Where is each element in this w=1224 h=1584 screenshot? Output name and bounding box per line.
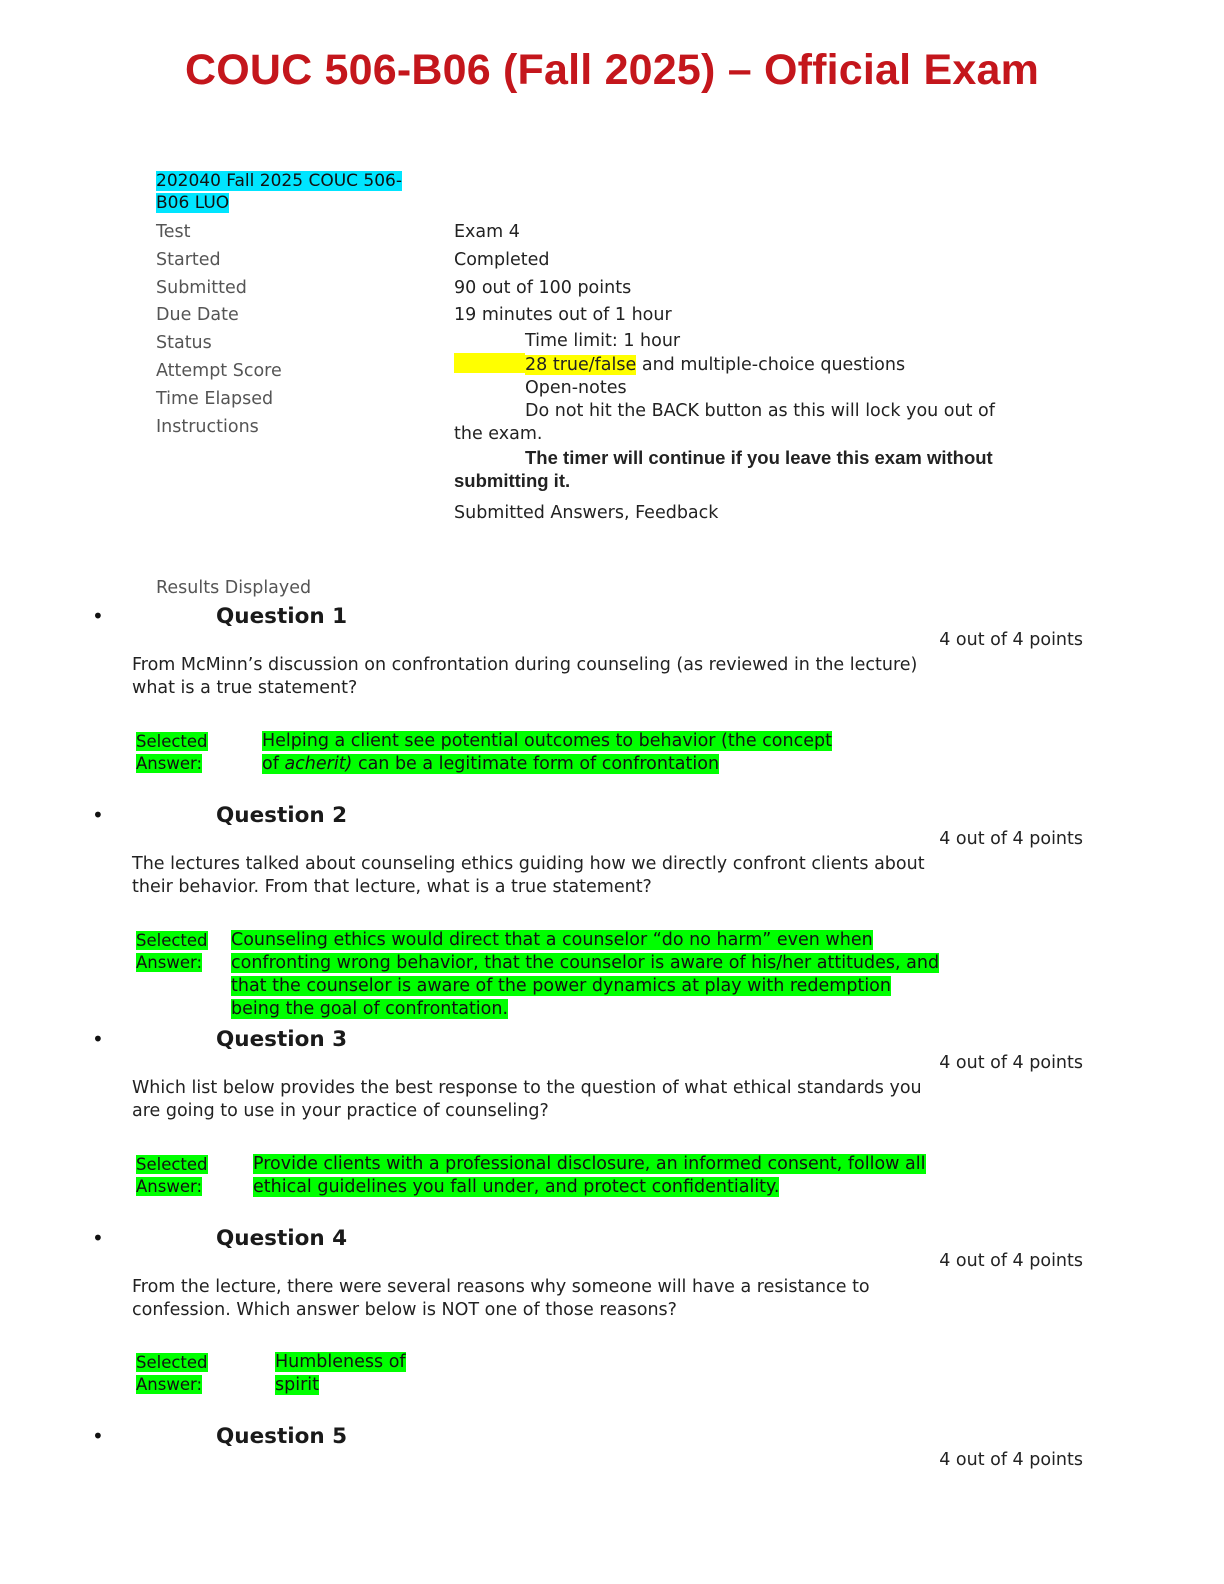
question-4-points: 4 out of 4 points: [939, 1251, 1083, 1271]
question-3-title: Question 3: [216, 1027, 348, 1052]
q1-ans-part-b: acherit): [284, 754, 353, 774]
selected-label-line-2: Answer:: [136, 1374, 203, 1394]
selected-label-line-1: Selected: [136, 1353, 208, 1372]
question-1-answer: [262, 730, 832, 776]
question-2-answer-line-4: being the goal of confrontation.: [231, 999, 509, 1019]
question-3-points: 4 out of 4 points: [939, 1053, 1083, 1073]
question-2-points: 4 out of 4 points: [939, 829, 1083, 849]
question-3-answer-line-2: ethical guidelines you fall under, and protect confidentiality.: [253, 1177, 780, 1197]
selected-label-line-2: Answer:: [136, 952, 203, 972]
instr-timer-line-1: The timer will continue if you leave this exam without: [525, 447, 993, 469]
question-2-selected-label: [136, 930, 208, 973]
question-5-points: 4 out of 4 points: [939, 1450, 1083, 1470]
value-submitted: 90 out of 100 points: [454, 277, 632, 298]
question-1-answer-line-1: Helping a client see potential outcomes to behavior (the concept: [262, 731, 832, 751]
course-name-line-2: B06 LUO: [156, 193, 230, 213]
instructions-block: [454, 330, 1074, 492]
question-3-answer: [253, 1153, 926, 1199]
question-1-answer-line-2: [262, 754, 719, 774]
page-title: COUC 506-B06 (Fall 2025) – Official Exam: [184, 46, 1040, 94]
question-1-points: 4 out of 4 points: [939, 630, 1083, 650]
selected-label-line-1: Selected: [136, 931, 208, 950]
question-2-answer-line-2: confronting wrong behavior, that the counselor is aware of his/her attitudes, and: [231, 953, 940, 973]
bullet-icon: •: [92, 1226, 104, 1250]
instr-open-notes: Open-notes: [525, 378, 627, 399]
instr-questions: [454, 353, 1074, 377]
question-2-answer: [231, 929, 939, 1021]
label-started: Started: [156, 249, 221, 270]
question-4-selected-label: [136, 1352, 208, 1395]
bullet-icon: •: [92, 604, 104, 628]
label-time-elapsed: Time Elapsed: [156, 388, 274, 409]
question-4-answer-line-1: Humbleness of: [275, 1352, 406, 1372]
question-3-text-line-1: Which list below provides the best response to the question of what ethical standards you: [132, 1078, 922, 1098]
question-5-title: Question 5: [216, 1424, 348, 1449]
question-4-text: [132, 1276, 1032, 1322]
question-3-text: [132, 1077, 1032, 1123]
question-3-selected-label: [136, 1154, 208, 1197]
bullet-icon: •: [92, 1424, 104, 1448]
info-labels: [156, 219, 282, 441]
question-2-text-line-1: The lectures talked about counseling ethics guiding how we directly confront clients about: [132, 854, 925, 874]
q1-ans-part-c: can be a legitimate form of confrontation: [352, 754, 720, 774]
results-displayed-label: Results Displayed: [156, 578, 312, 598]
submitted-answers-value: Submitted Answers, Feedback: [454, 503, 719, 524]
instr-questions-highlight: 28 true/false: [525, 355, 637, 376]
label-status: Status: [156, 333, 212, 354]
question-2-text: [132, 853, 1032, 899]
q1-ans-part-a: of: [262, 754, 285, 774]
label-instructions: Instructions: [156, 416, 259, 437]
selected-label-line-2: Answer:: [136, 1176, 203, 1196]
value-started: Completed: [454, 249, 550, 270]
question-3-text-line-2: are going to use in your practice of counseling?: [132, 1101, 549, 1121]
question-1-text-line-2: what is a true statement?: [132, 678, 358, 698]
selected-label-line-1: Selected: [136, 1155, 208, 1174]
question-3-answer-line-1: Provide clients with a professional disclosure, an informed consent, follow all: [253, 1154, 926, 1174]
question-2-title: Question 2: [216, 803, 348, 828]
question-1-text-line-1: From McMinn’s discussion on confrontation during counseling (as reviewed in the lecture): [132, 655, 918, 675]
question-4-title: Question 4: [216, 1226, 348, 1251]
question-2-answer-line-3: that the counselor is aware of the power dynamics at play with redemption: [231, 976, 891, 996]
question-4-answer: [275, 1351, 406, 1397]
question-1-text: [132, 654, 1032, 700]
course-name-line-1: 202040 Fall 2025 COUC 506-: [156, 171, 403, 191]
question-1-selected-label: [136, 731, 208, 774]
bullet-icon: •: [92, 803, 104, 827]
instr-time-limit: Time limit: 1 hour: [525, 331, 681, 352]
instr-back-line-1: Do not hit the BACK button as this will lock you out of: [525, 401, 995, 422]
question-2-text-line-2: their behavior. From that lecture, what is a true statement?: [132, 877, 652, 897]
question-1-title: Question 1: [216, 604, 348, 629]
label-test: Test: [156, 222, 191, 242]
label-attempt-score: Attempt Score: [156, 360, 282, 381]
instr-back-line-2: the exam.: [454, 424, 543, 445]
selected-label-line-1: Selected: [136, 732, 208, 751]
question-2-answer-line-1: Counseling ethics would direct that a counselor “do no harm” even when: [231, 930, 873, 950]
info-values: [454, 219, 1074, 528]
label-submitted: Submitted: [156, 277, 247, 298]
question-4-text-line-2: confession. Which answer below is NOT one of those reasons?: [132, 1300, 677, 1320]
value-due-date: 19 minutes out of 1 hour: [454, 305, 672, 326]
value-test: Exam 4: [454, 222, 520, 242]
instr-timer-line-2: submitting it.: [454, 470, 571, 492]
label-due-date: Due Date: [156, 305, 239, 326]
selected-label-line-2: Answer:: [136, 753, 203, 773]
bullet-icon: •: [92, 1027, 104, 1051]
question-4-text-line-1: From the lecture, there were several reasons why someone will have a resistance to: [132, 1277, 870, 1297]
question-4-answer-line-2: spirit: [275, 1375, 320, 1395]
instr-questions-rest: and multiple-choice questions: [636, 355, 906, 376]
course-name: [156, 170, 428, 214]
